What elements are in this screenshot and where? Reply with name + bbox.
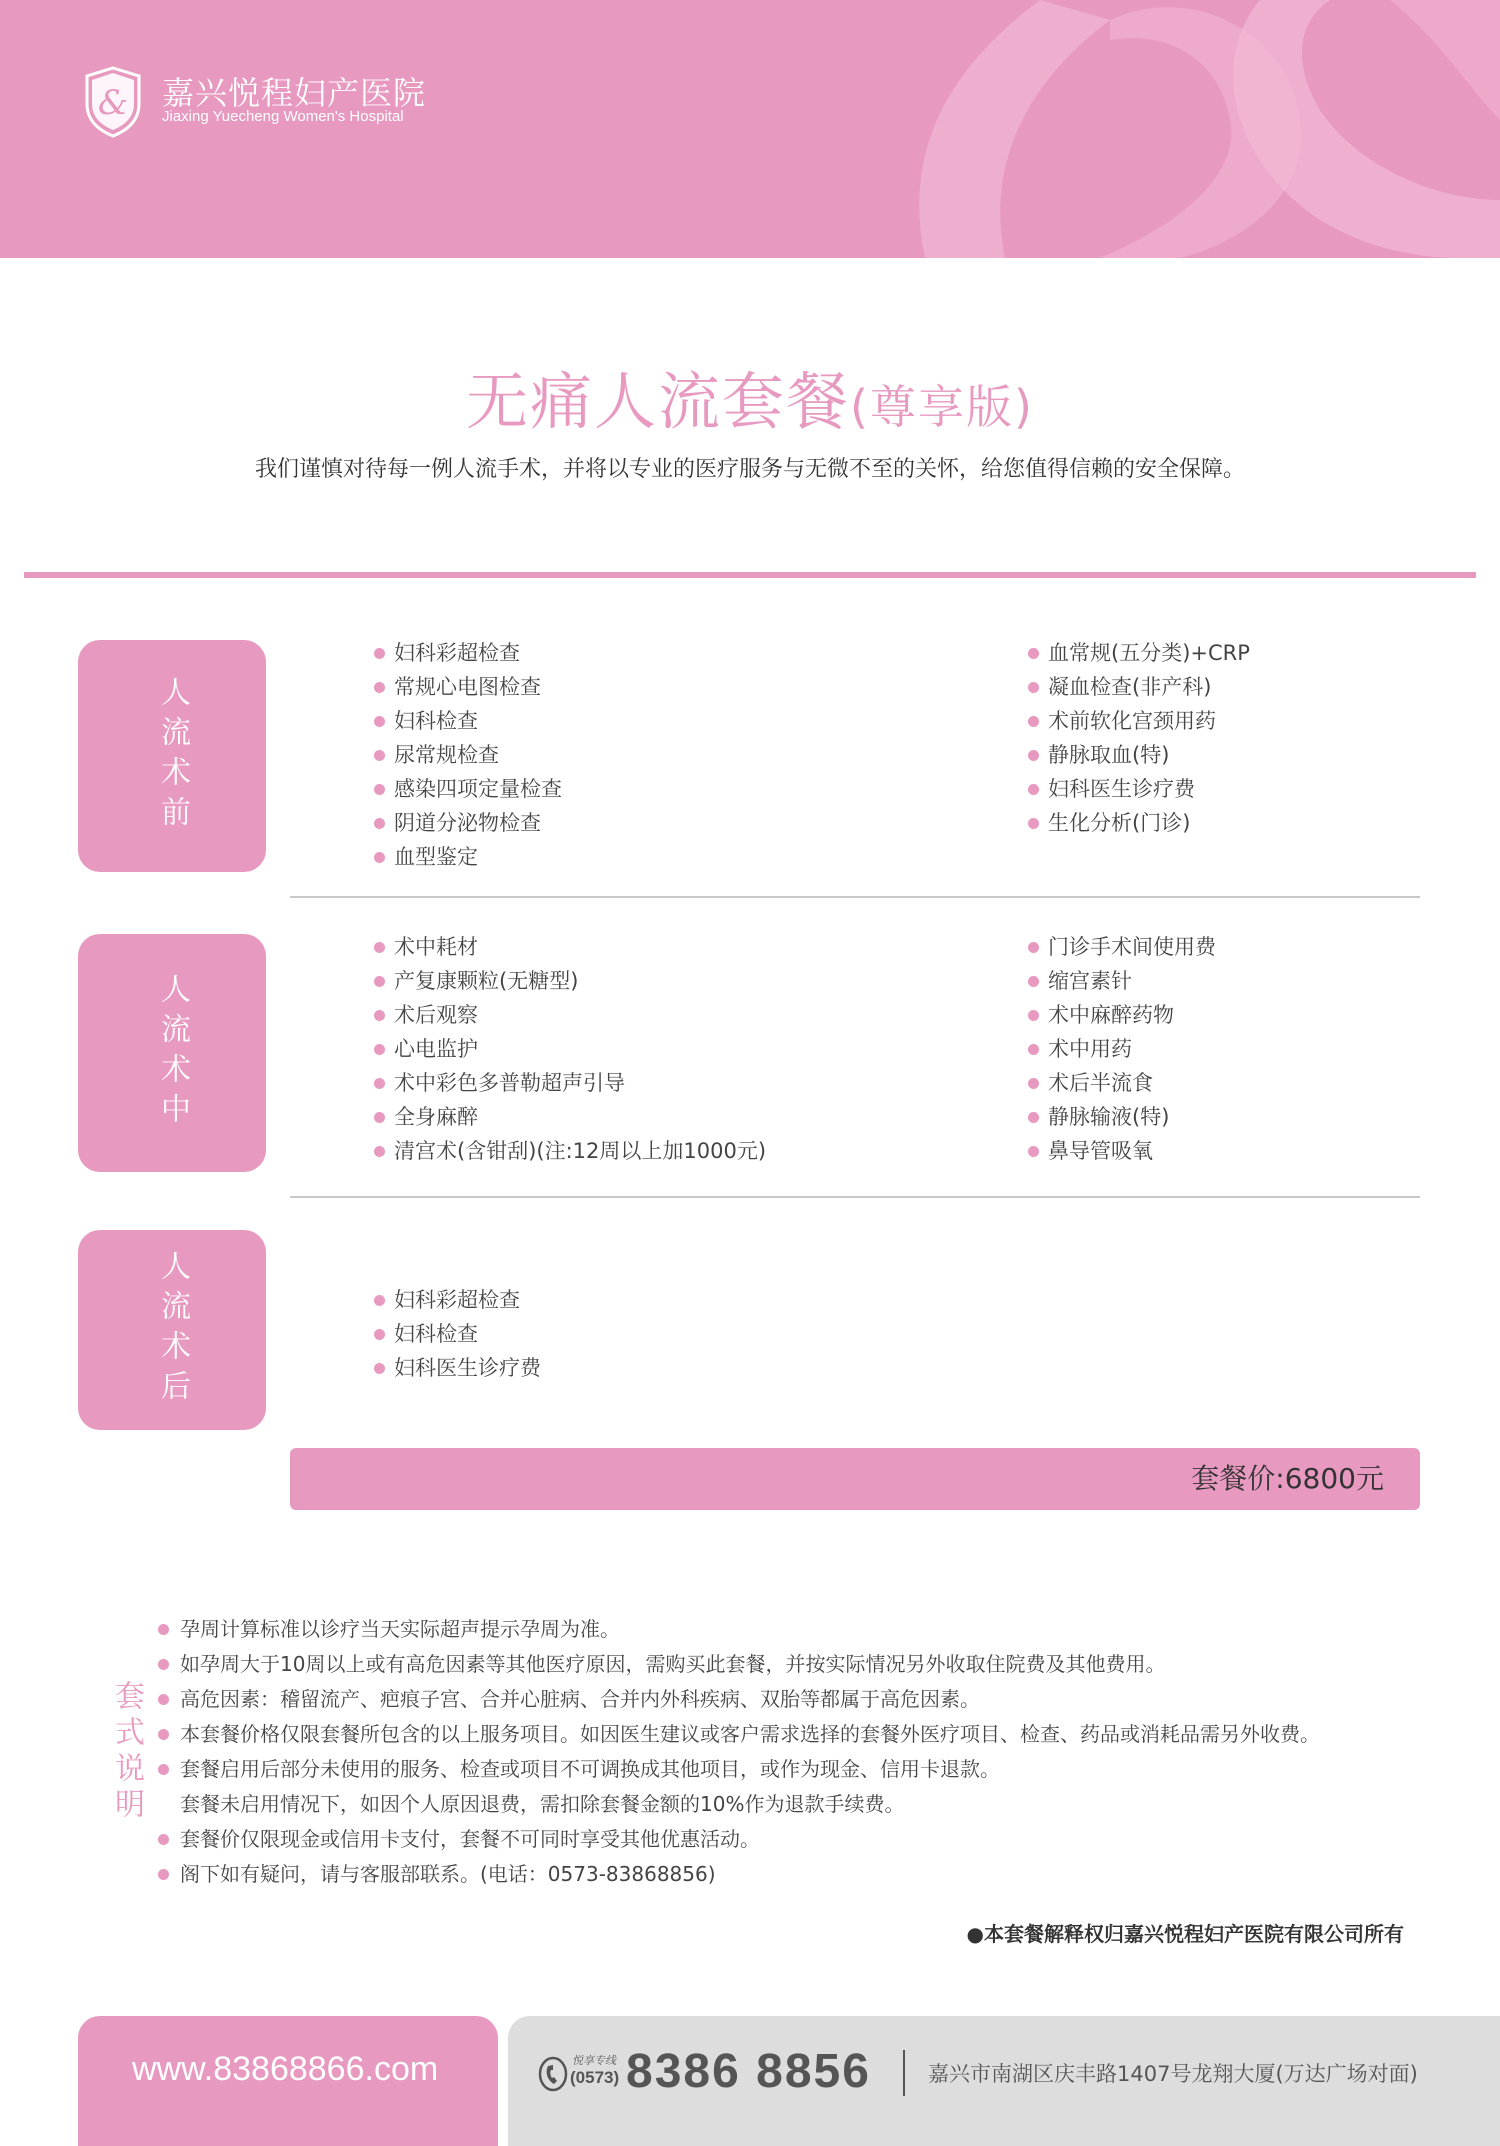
svg-text:&: & xyxy=(97,83,129,123)
package-price: 套餐价:6800元 xyxy=(1191,1462,1384,1495)
list-item: 术中耗材 xyxy=(372,930,766,964)
list-item: 全身麻醉 xyxy=(372,1100,766,1134)
list-item: 心电监护 xyxy=(372,1032,766,1066)
page-title xyxy=(0,352,1500,441)
list-item: 静脉取血(特) xyxy=(1026,738,1250,772)
stage-label-pre-op xyxy=(78,640,266,872)
title-edition: (尊享版) xyxy=(850,380,1034,434)
footer-website-panel xyxy=(78,2016,498,2146)
title-main: 无痛人流套餐 xyxy=(466,365,851,438)
list-item: 妇科医生诊疗费 xyxy=(1026,772,1250,806)
list-item: 术后半流食 xyxy=(1026,1066,1216,1100)
list-item: 血型鉴定 xyxy=(372,840,562,874)
pre-op-items-right xyxy=(1026,636,1250,840)
hospital-name-en: Jiaxing Yuecheng Women's Hospital xyxy=(162,108,404,125)
note-item: 高危因素：稽留流产、疤痕子宫、合并心脏病、合并内外科疾病、双胎等都属于高危因素。 xyxy=(158,1682,1320,1717)
list-item: 凝血检查(非产科) xyxy=(1026,670,1250,704)
header-banner xyxy=(0,0,1500,258)
pre-op-items-left xyxy=(372,636,562,874)
page-subtitle: 我们谨慎对待每一例人流手术，并将以专业的医疗服务与无微不至的关怀，给您值得信赖的安全保障。 xyxy=(254,457,1245,482)
list-item: 尿常规检查 xyxy=(372,738,562,772)
stage-label-text: 人流术中 xyxy=(155,973,190,1133)
list-item: 缩宫素针 xyxy=(1026,964,1216,998)
stage-label-text: 人流术前 xyxy=(155,676,190,836)
notes-heading: 套式说明 xyxy=(109,1680,144,1824)
stage-label-intra-op xyxy=(78,934,266,1172)
ribbon-decoration xyxy=(0,0,1500,258)
footer-separator xyxy=(903,2050,905,2096)
phone-icon xyxy=(538,2056,568,2092)
list-item: 术中用药 xyxy=(1026,1032,1216,1066)
section-divider xyxy=(290,896,1420,898)
note-item: 套餐启用后部分未使用的服务、检查或项目不可调换成其他项目，或作为现金、信用卡退款。 xyxy=(158,1752,1320,1787)
list-item: 术中麻醉药物 xyxy=(1026,998,1216,1032)
list-item: 鼻导管吸氧 xyxy=(1026,1134,1216,1168)
note-item: 本套餐价格仅限套餐所包含的以上服务项目。如因医生建议或客户需求选择的套餐外医疗项目、检查、药品或消耗品需另外收费。 xyxy=(158,1717,1320,1752)
list-item: 静脉输液(特) xyxy=(1026,1100,1216,1134)
note-item: 孕周计算标准以诊疗当天实际超声提示孕周为准。 xyxy=(158,1612,1320,1647)
list-item: 清宫术(含钳刮)(注:12周以上加1000元) xyxy=(372,1134,766,1168)
note-item: 套餐价仅限现金或信用卡支付，套餐不可同时享受其他优惠活动。 xyxy=(158,1822,1320,1857)
footer-contact-panel xyxy=(508,2016,1500,2146)
hotline-label: 悦享专线 xyxy=(572,2054,616,2067)
note-item: 套餐未启用情况下，如因个人原因退费，需扣除套餐金额的10%作为退款手续费。 xyxy=(180,1792,905,1816)
price-bar xyxy=(290,1448,1420,1510)
area-code: (0573) xyxy=(570,2068,620,2087)
list-item: 感染四项定量检查 xyxy=(372,772,562,806)
list-item: 常规心电图检查 xyxy=(372,670,562,704)
ampersand-shield-icon xyxy=(84,66,142,138)
stage-label-post-op xyxy=(78,1230,266,1430)
list-item: 阴道分泌物检查 xyxy=(372,806,562,840)
intra-op-items-left xyxy=(372,930,766,1168)
title-divider xyxy=(24,572,1476,578)
list-item: 妇科检查 xyxy=(372,704,562,738)
hotline-number[interactable]: 8386 8856 xyxy=(626,2045,871,2098)
list-item: 血常规(五分类)+CRP xyxy=(1026,636,1250,670)
stage-label-text: 人流术后 xyxy=(155,1250,190,1410)
intra-op-items-right xyxy=(1026,930,1216,1168)
list-item: 妇科检查 xyxy=(372,1317,541,1351)
hospital-name-cn: 嘉兴悦程妇产医院 xyxy=(162,74,427,112)
website-link[interactable]: www.83868866.com xyxy=(132,2050,439,2088)
section-divider xyxy=(290,1196,1420,1198)
list-item: 妇科医生诊疗费 xyxy=(372,1351,541,1385)
list-item: 生化分析(门诊) xyxy=(1026,806,1250,840)
note-item: 阁下如有疑问，请与客服部联系。(电话：0573-83868856) xyxy=(158,1857,1320,1892)
list-item: 妇科彩超检查 xyxy=(372,636,562,670)
rights-statement: ●本套餐解释权归嘉兴悦程妇产医院有限公司所有 xyxy=(966,1922,1404,1946)
list-item: 门诊手术间使用费 xyxy=(1026,930,1216,964)
list-item: 术后观察 xyxy=(372,998,766,1032)
list-item: 产复康颗粒(无糖型) xyxy=(372,964,766,998)
list-item: 术前软化宫颈用药 xyxy=(1026,704,1250,738)
note-item: 如孕周大于10周以上或有高危因素等其他医疗原因，需购买此套餐，并按实际情况另外收取住院费及其他费用。 xyxy=(158,1647,1320,1682)
post-op-items-left xyxy=(372,1283,541,1385)
notes-list xyxy=(158,1612,1320,1892)
list-item: 妇科彩超检查 xyxy=(372,1283,541,1317)
hospital-address: 嘉兴市南湖区庆丰路1407号龙翔大厦(万达广场对面) xyxy=(928,2062,1418,2086)
list-item: 术中彩色多普勒超声引导 xyxy=(372,1066,766,1100)
